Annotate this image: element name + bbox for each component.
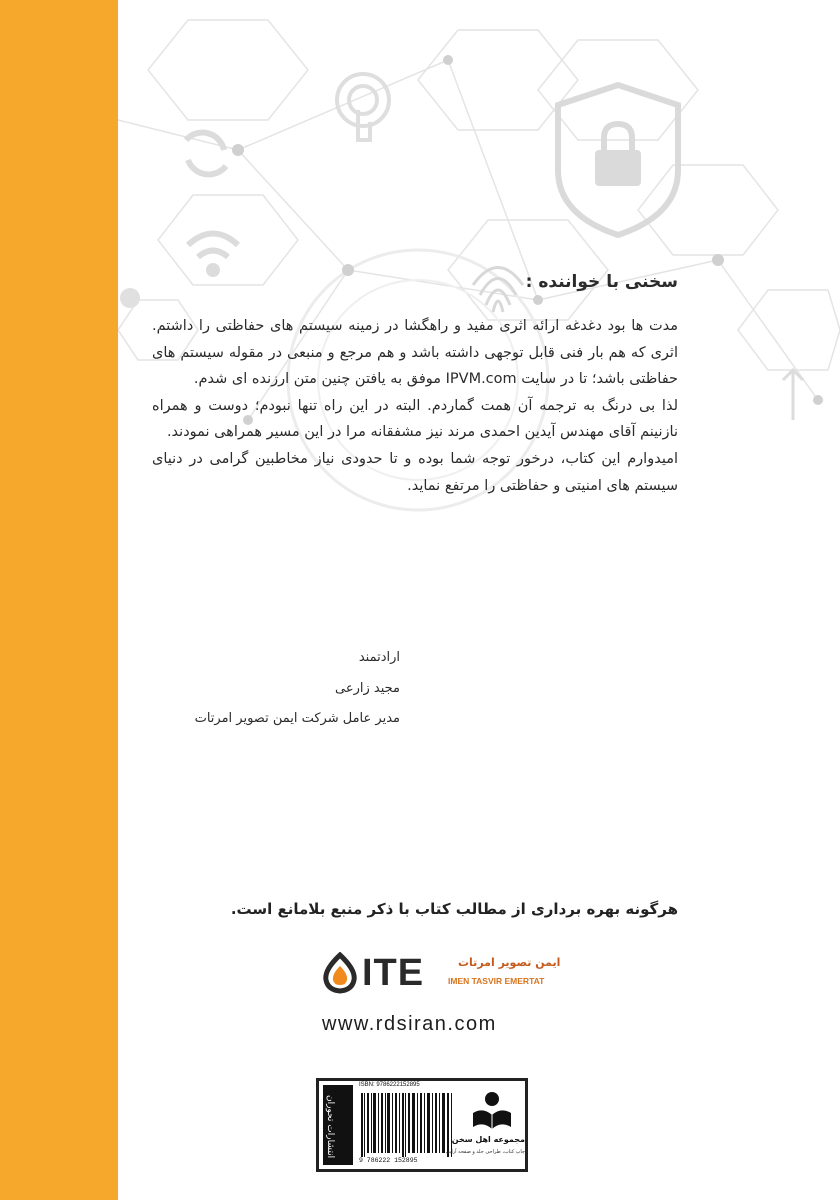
- publisher-logo-b: [445, 1089, 525, 1165]
- company-logo: [320, 950, 560, 1000]
- signature-closing: ارادتمند: [358, 650, 400, 665]
- barcode-icon: [359, 1087, 457, 1167]
- publisher-logo-a: [323, 1085, 353, 1165]
- publisher-a-name: انتشارات تحوران: [325, 1095, 335, 1159]
- publisher-b-sub: چاپ کتاب، طراحی جلد و صفحه آرایی: [445, 1149, 525, 1155]
- logo-name-en: IMEN TASVIR EMERTAT: [448, 976, 545, 986]
- logo-drop-icon: [320, 952, 360, 994]
- foreword-body: [152, 313, 678, 499]
- isbn-label: ISBN: 9786222152895: [359, 1082, 420, 1088]
- wifi-icon: [188, 234, 238, 275]
- fingerprint-icon: [473, 268, 523, 313]
- shield-lock-icon: [558, 85, 678, 235]
- usb-icon: [783, 370, 803, 420]
- spine-color-bar: [0, 0, 118, 1200]
- usage-notice: هرگونه بهره برداری از مطالب کتاب با ذکر منبع بلامانع است.: [230, 900, 678, 918]
- logo-name-fa: ایمن تصویر امرتات: [458, 956, 561, 969]
- publisher-b-name: مجموعه اهل سخن: [451, 1135, 525, 1144]
- paragraph-2: لذا بی درنگ به ترجمه آن همت گماردم. البته در این راه تنها نبودم؛ دوست و همراه نازنینم آقای مهندس آیدین احمدی مرند نیز مشفقانه مرا در این مسیر همراهی نمودند.: [152, 397, 678, 441]
- gear-icon: [120, 288, 140, 308]
- open-book-icon: [469, 1089, 515, 1133]
- section-heading: سخنی با خواننده :: [525, 272, 678, 292]
- signature-role: مدیر عامل شرکت ایمن تصویر امرتات: [194, 711, 400, 726]
- website-url: www.rdsiran.com: [322, 1013, 497, 1035]
- signature-name: مجید زارعی: [335, 681, 400, 696]
- paragraph-1: مدت ها بود دغدغه ارائه اثری مفید و راهگشا در زمینه سیستم های حفاظتی را داشتم. اثری که هم بار فنی قابل توجهی داشته باشد و هم مرجع و منبعی در مقوله سیستم های حفاظتی باشد؛ تا در سایت IPVM.com موفق به یافتن چنین متن ارزنده ای شدم.: [152, 318, 678, 388]
- publisher-barcode-box: [316, 1078, 528, 1172]
- touch-icon: [337, 74, 389, 140]
- paragraph-3: امیدوارم این کتاب، درخور توجه شما بوده و تا حدودی نیاز مخاطبین گرامی در دنیای سیستم های امنیتی و حفاظتی را مرتفع نماید.: [152, 450, 678, 494]
- isbn-digits: 9 786222 152895: [359, 1157, 418, 1164]
- logo-mark-text: ITE: [362, 952, 425, 994]
